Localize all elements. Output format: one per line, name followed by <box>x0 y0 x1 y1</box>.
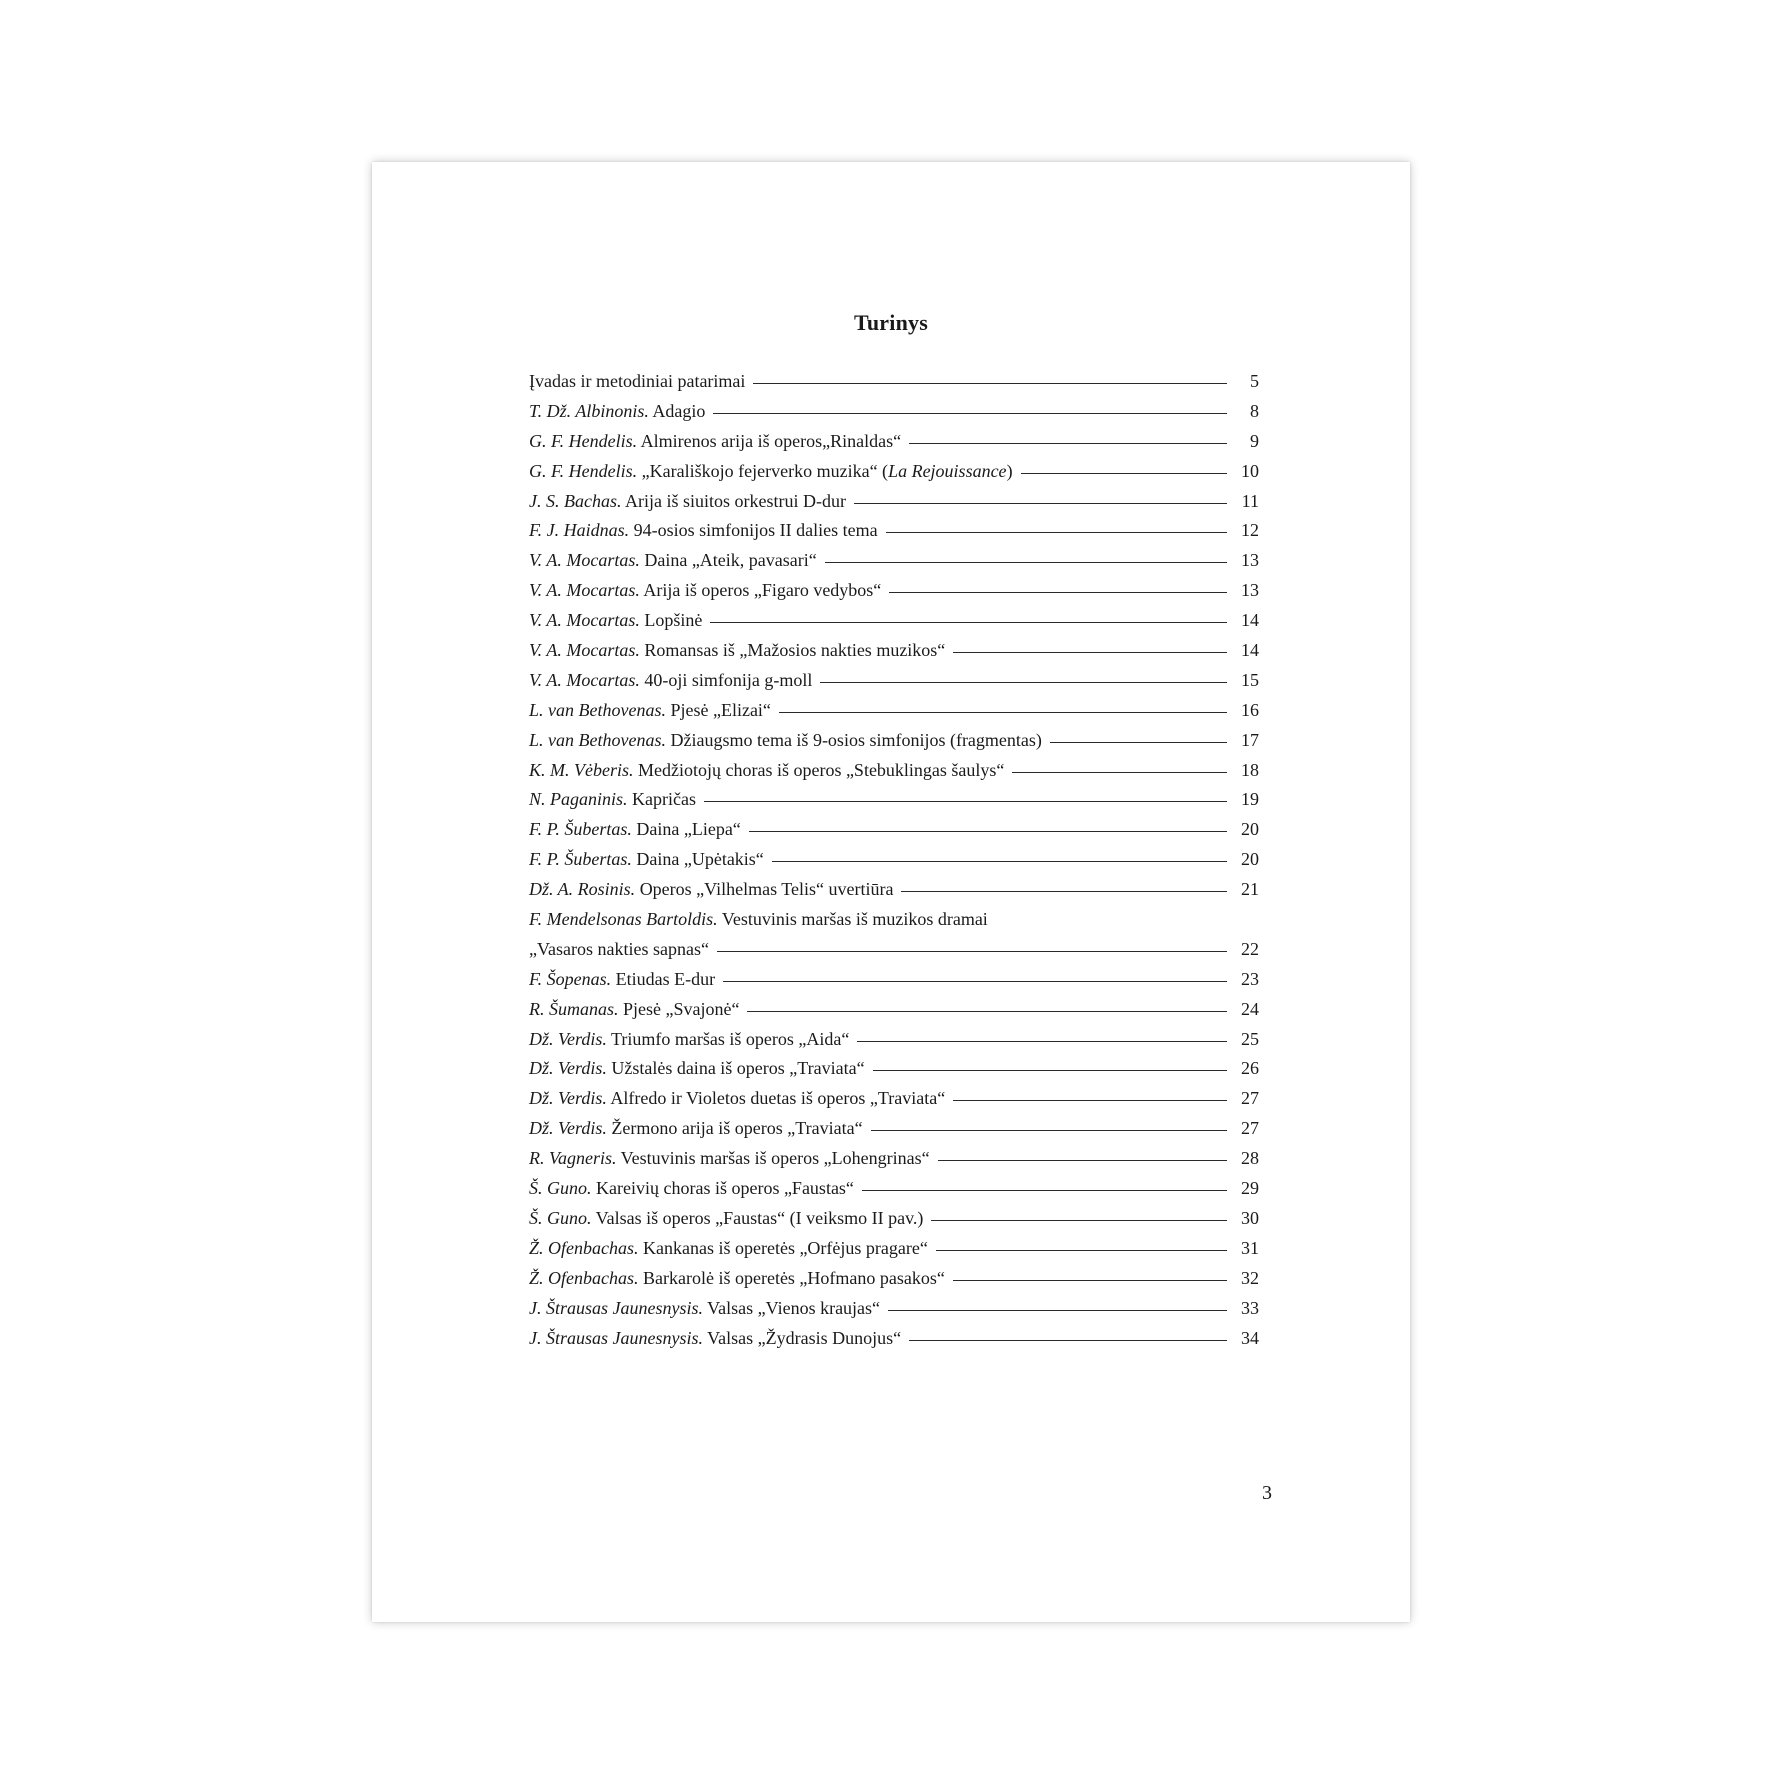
toc-leader-line <box>710 622 1227 623</box>
toc-entry-title: Operos „Vilhelmas Telis“ uvertiūra <box>635 879 894 900</box>
toc-entry-text <box>529 995 739 1025</box>
toc-entry-text <box>529 1084 945 1114</box>
toc-entry-text <box>529 606 702 636</box>
toc-entry-author: V. A. Mocartas. <box>529 610 640 631</box>
toc-entry-author: Ž. Ofenbachas. <box>529 1267 639 1288</box>
toc-entry-title: Valsas „Vienos kraujas“ <box>703 1297 881 1318</box>
toc-leader-line <box>747 1011 1227 1012</box>
toc-entry-text <box>529 546 817 576</box>
toc-entry <box>529 935 1259 965</box>
toc-entry-author: N. Paganinis. <box>529 789 628 810</box>
toc-entry-page: 30 <box>1241 1207 1259 1228</box>
toc-entry-title: Kareivių choras iš operos „Faustas“ <box>591 1178 854 1199</box>
toc-entry-page: 27 <box>1241 1088 1259 1109</box>
toc-entry-author: G. F. Hendelis. <box>529 460 638 481</box>
toc-leader-line <box>854 503 1227 504</box>
toc-entry-author: F. Šopenas. <box>529 968 612 989</box>
toc-leader-line <box>1021 473 1227 474</box>
toc-entry-author: Š. Guno. <box>529 1207 592 1228</box>
toc-entry-author: F. Mendelsonas Bartoldis. <box>529 909 718 930</box>
toc-entry-text <box>529 726 1042 756</box>
toc-entry <box>529 1204 1259 1234</box>
toc-entry-author: J. S. Bachas. <box>529 490 622 511</box>
toc-entry-author: G. F. Hendelis. <box>529 430 638 451</box>
toc-entry <box>529 965 1259 995</box>
toc-entry-title: Alfredo ir Violetos duetas iš operos „Traviata“ <box>606 1088 946 1109</box>
toc-entry-title: „Vasaros nakties sapnas“ <box>529 938 709 959</box>
toc-entry-title: Kapričas <box>627 789 696 810</box>
toc-leader-line <box>901 891 1227 892</box>
toc-entry-title: Arija iš siuitos orkestrui D-dur <box>621 490 846 511</box>
toc-entry-author: F. P. Šubertas. <box>529 849 632 870</box>
toc-entry-title: Almirenos arija iš operos„Rinaldas“ <box>637 430 902 451</box>
toc-entry-author: T. Dž. Albinonis. <box>529 400 649 421</box>
toc-entry-title: Triumfo maršas iš operos „Aida“ <box>606 1028 850 1049</box>
toc-entry-title: Įvadas ir metodiniai patarimai <box>529 371 746 391</box>
toc-entry-text <box>529 576 881 606</box>
toc-entry-text <box>529 487 846 517</box>
toc-entry-title: Valsas iš operos „Faustas“ (I veiksmo II pav.) <box>591 1207 924 1228</box>
toc-entry-author: Dž. Verdis. <box>529 1058 607 1079</box>
toc-entry-page: 22 <box>1241 938 1259 959</box>
toc-entry-page: 15 <box>1241 669 1259 690</box>
toc-entry <box>529 1234 1259 1264</box>
toc-entry-author: Dž. Verdis. <box>529 1028 607 1049</box>
toc-entry-title: Romansas iš „Mažosios nakties muzikos“ <box>639 640 946 661</box>
toc-leader-line <box>857 1041 1227 1042</box>
toc-entry-title: Lopšinė <box>639 610 703 631</box>
toc-entry-page: 25 <box>1241 1028 1259 1049</box>
toc-entry <box>529 1294 1259 1324</box>
toc-entry-title: Etiudas E-dur <box>611 968 716 989</box>
toc-entry <box>529 756 1259 786</box>
toc-entry-text <box>529 756 1004 786</box>
toc-leader-line <box>953 1100 1227 1101</box>
page-number: 3 <box>1262 1482 1272 1504</box>
toc-entry-page: 29 <box>1241 1178 1259 1199</box>
toc-entry-page: 23 <box>1241 968 1259 989</box>
toc-entry-text <box>529 666 812 696</box>
toc-entry-author: Dž. Verdis. <box>529 1118 607 1139</box>
toc-leader-line <box>753 383 1227 384</box>
toc-entry-text <box>529 1144 930 1174</box>
toc-entry <box>529 1264 1259 1294</box>
toc-entry-text <box>529 1114 863 1144</box>
toc-entry-title: Daina „Ateik, pavasari“ <box>639 550 817 571</box>
toc-entry <box>529 367 1259 397</box>
toc-leader-line <box>909 1340 1227 1341</box>
toc-entry-page: 12 <box>1241 520 1259 541</box>
toc-entry-title: Barkarolė iš operetės „Hofmano pasakos“ <box>638 1267 945 1288</box>
toc-entry-text <box>529 636 945 666</box>
toc-entry-author: J. Štrausas Jaunesnysis. <box>529 1297 703 1318</box>
toc-leader-line <box>871 1130 1227 1131</box>
document-page <box>372 162 1410 1622</box>
toc-entry <box>529 576 1259 606</box>
toc-entry-page: 13 <box>1241 580 1259 601</box>
toc-entry-title: Vestuvinis maršas iš muzikos dramai <box>717 909 988 930</box>
toc-entry-page: 16 <box>1241 699 1259 720</box>
toc-entry-author: F. J. Haidnas. <box>529 520 630 541</box>
toc-entry-text <box>529 845 764 875</box>
toc-leader-line <box>936 1250 1227 1251</box>
toc-leader-line <box>772 861 1227 862</box>
toc-entry-author: L. van Bethovenas. <box>529 699 666 720</box>
toc-entry-page: 17 <box>1241 729 1259 750</box>
toc-entry-page: 14 <box>1241 640 1259 661</box>
toc-entry-author: Dž. Verdis. <box>529 1088 607 1109</box>
toc-leader-line <box>931 1220 1227 1221</box>
toc-entry-page: 20 <box>1241 849 1259 870</box>
toc-entry <box>529 457 1259 487</box>
toc-leader-line <box>889 592 1227 593</box>
toc-entry-page: 34 <box>1241 1327 1259 1348</box>
toc-leader-line <box>953 652 1227 653</box>
toc-entry <box>529 487 1259 517</box>
toc-entry-text <box>529 516 878 546</box>
toc-entry-author: Ž. Ofenbachas. <box>529 1237 639 1258</box>
toc-entry-author: Š. Guno. <box>529 1178 592 1199</box>
toc-entry-author: V. A. Mocartas. <box>529 580 640 601</box>
toc-entry <box>529 845 1259 875</box>
toc-entry <box>529 1025 1259 1055</box>
toc-entry-title: Kankanas iš operetės „Orfėjus pragare“ <box>638 1237 928 1258</box>
toc-entry-text <box>529 457 1013 487</box>
toc-entry-author: R. Vagneris. <box>529 1148 617 1169</box>
toc-entry-title: Valsas „Žydrasis Dunojus“ <box>703 1327 902 1348</box>
toc-entry-page: 13 <box>1241 550 1259 571</box>
toc-entry-author: Dž. A. Rosinis. <box>529 879 636 900</box>
toc-entry-text <box>529 785 696 815</box>
toc-entry-title-italic: La Rejouissance <box>888 460 1007 481</box>
toc-entry-text <box>529 1174 854 1204</box>
toc-entry-text <box>529 367 745 397</box>
toc-entry-page: 32 <box>1241 1267 1259 1288</box>
toc-entry-title: Arija iš operos „Figaro vedybos“ <box>639 580 882 601</box>
toc-entry-text <box>529 427 901 457</box>
toc-entry-text <box>529 397 705 427</box>
toc-entry-page: 20 <box>1241 819 1259 840</box>
toc-leader-line <box>1012 772 1227 773</box>
toc-entry-author: K. M. Vėberis. <box>529 759 634 780</box>
toc-leader-line <box>1050 742 1227 743</box>
toc-leader-line <box>886 532 1227 533</box>
toc-leader-line <box>953 1280 1227 1281</box>
toc-entry-page: 24 <box>1241 998 1259 1019</box>
toc-entry-page: 26 <box>1241 1058 1259 1079</box>
toc-entry <box>529 546 1259 576</box>
toc-entry <box>529 875 1259 905</box>
toc-entry-title-suffix: ) <box>1006 460 1013 481</box>
toc-entry-title: Pjesė „Elizai“ <box>665 699 771 720</box>
toc-entry-text <box>529 1294 880 1324</box>
toc-entry <box>529 815 1259 845</box>
toc-entry <box>529 785 1259 815</box>
toc-leader-line <box>820 682 1227 683</box>
toc-entry-page: 19 <box>1241 789 1259 810</box>
toc-entry <box>529 726 1259 756</box>
toc-entry <box>529 905 1259 935</box>
toc-entry-title: Džiaugsmo tema iš 9-osios simfonijos (fragmentas) <box>665 729 1042 750</box>
toc-entry-title: Medžiotojų choras iš operos „Stebuklingas šaulys“ <box>633 759 1005 780</box>
toc-entry-text <box>529 935 709 965</box>
toc-entry-title: 94-osios simfonijos II dalies tema <box>629 520 878 541</box>
toc-entry-title: „Karališkojo fejerverko muzika“ ( <box>637 460 889 481</box>
toc-leader-line <box>704 801 1227 802</box>
toc-entry <box>529 1144 1259 1174</box>
toc-entry-author: R. Šumanas. <box>529 998 619 1019</box>
toc-leader-line <box>723 981 1227 982</box>
toc-entry-page: 8 <box>1250 400 1259 421</box>
toc-entry-title: Žermono arija iš operos „Traviata“ <box>606 1118 863 1139</box>
toc-entry <box>529 516 1259 546</box>
toc-entry-text <box>529 1324 901 1354</box>
toc-leader-line <box>909 443 1227 444</box>
toc-entry-author: L. van Bethovenas. <box>529 729 666 750</box>
toc-entry <box>529 1084 1259 1114</box>
toc-entry <box>529 1324 1259 1354</box>
toc-entry-author: V. A. Mocartas. <box>529 640 640 661</box>
page-title: Turinys <box>854 310 928 335</box>
toc-leader-line <box>713 413 1227 414</box>
toc-entry <box>529 397 1259 427</box>
toc-entry-page: 5 <box>1250 371 1259 391</box>
toc-entry-page: 9 <box>1250 430 1259 451</box>
toc-entry-title: Adagio <box>648 400 706 421</box>
toc-entry-author: F. P. Šubertas. <box>529 819 632 840</box>
toc-leader-line <box>717 951 1227 952</box>
toc-entry <box>529 666 1259 696</box>
toc-entry <box>529 427 1259 457</box>
toc-entry-page: 18 <box>1241 759 1259 780</box>
toc-leader-line <box>779 712 1227 713</box>
toc-entry-text <box>529 1234 928 1264</box>
toc-entry-author: V. A. Mocartas. <box>529 550 640 571</box>
toc-leader-line <box>749 831 1227 832</box>
toc-entry-page: 11 <box>1241 490 1259 511</box>
toc-entry-author: J. Štrausas Jaunesnysis. <box>529 1327 703 1348</box>
toc-entry <box>529 636 1259 666</box>
toc-entry-page: 31 <box>1241 1237 1259 1258</box>
toc-entry-text <box>529 1054 865 1084</box>
toc-entry <box>529 1174 1259 1204</box>
toc-entry-title: Daina „Liepa“ <box>631 819 741 840</box>
toc-entry-text <box>529 875 893 905</box>
toc-entry <box>529 1114 1259 1144</box>
toc-entry-page: 33 <box>1241 1297 1259 1318</box>
toc-entry-author: V. A. Mocartas. <box>529 669 640 690</box>
toc-entry-title: Vestuvinis maršas iš operos „Lohengrinas“ <box>616 1148 930 1169</box>
toc-entry-text <box>529 815 741 845</box>
toc-leader-line <box>862 1190 1227 1191</box>
toc-entry-text <box>529 965 715 995</box>
toc-entry-page: 21 <box>1241 879 1259 900</box>
toc-entry-title: Užstalės daina iš operos „Traviata“ <box>606 1058 865 1079</box>
toc-entry-page: 28 <box>1241 1148 1259 1169</box>
toc-leader-line <box>873 1070 1227 1071</box>
toc-entry-title: Daina „Upėtakis“ <box>631 849 764 870</box>
toc-entry <box>529 1054 1259 1084</box>
toc-entry <box>529 696 1259 726</box>
toc-leader-line <box>888 1310 1227 1311</box>
toc-entry-text <box>529 696 771 726</box>
toc-entry-title: Pjesė „Svajonė“ <box>618 998 740 1019</box>
toc-entry-text <box>529 1025 849 1055</box>
toc-leader-line <box>938 1160 1227 1161</box>
toc-entry-text <box>529 1204 923 1234</box>
table-of-contents <box>529 367 1259 1353</box>
toc-entry-page: 14 <box>1241 610 1259 631</box>
toc-entry <box>529 606 1259 636</box>
toc-leader-line <box>825 562 1227 563</box>
toc-entry-text <box>529 905 988 935</box>
toc-entry-page: 27 <box>1241 1118 1259 1139</box>
toc-entry <box>529 995 1259 1025</box>
toc-entry-text <box>529 1264 945 1294</box>
toc-entry-title: 40-oji simfonija g-moll <box>639 669 813 690</box>
toc-entry-page: 10 <box>1241 460 1259 481</box>
